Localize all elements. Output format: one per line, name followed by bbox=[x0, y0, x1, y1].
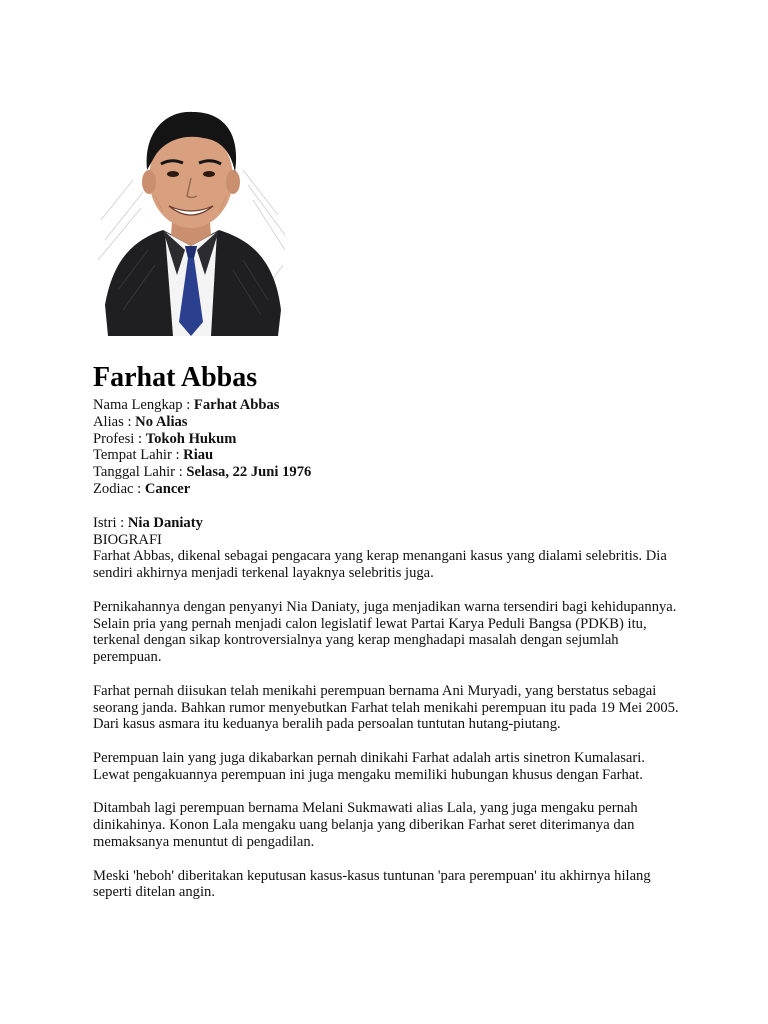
spacer bbox=[93, 498, 683, 515]
biography-section-title: BIOGRAFI bbox=[93, 531, 162, 548]
field-label: Tanggal Lahir : bbox=[93, 464, 187, 481]
field-zodiac bbox=[93, 481, 683, 498]
field-label: Alias : bbox=[93, 413, 136, 430]
biography-paragraph: Farhat pernah diisukan telah menikahi perempuan bernama Ani Muryadi, yang berstatus sebagai seorang janda. Bahkan rumor menyebutkan Farhat telah menikahi perempuan itu pada 19 Mei 2005. Dari kasus asmara itu keduanya beralih pada persoalan tuntutan hutang-piutang. bbox=[93, 682, 679, 733]
biography-paragraph: Ditambah lagi perempuan bernama Melani Sukmawati alias Lala, yang juga mengaku pernah dinikahinya. Konon Lala mengaku uang belanja yang diberikan Farhat seret diterimanya dan memaksanya menuntut di pengadilan. bbox=[93, 800, 638, 850]
biography-paragraph: Meski 'heboh' diberitakan keputusan kasus-kasus tuntunan 'para perempuan' itu akhirnya hilang seperti ditelan angin. bbox=[93, 867, 651, 901]
field-profession bbox=[93, 431, 683, 448]
portrait-illustration bbox=[93, 100, 288, 340]
field-value: Riau bbox=[183, 447, 214, 464]
field-value: No Alias bbox=[135, 413, 188, 430]
field-alias bbox=[93, 414, 683, 431]
biography-paragraph: Farhat Abbas, dikenal sebagai pengacara yang kerap menangani kasus yang dialami selebritis. Dia sendiri akhirnya menjadi terkenal layaknya selebritis juga. bbox=[93, 548, 667, 582]
field-value: Tokoh Hukum bbox=[145, 430, 237, 447]
field-birthdate bbox=[93, 464, 683, 481]
field-value: Cancer bbox=[144, 480, 191, 497]
field-value: Nia Daniaty bbox=[127, 514, 203, 531]
field-label: Istri : bbox=[93, 514, 128, 531]
field-full-name bbox=[93, 397, 683, 414]
field-label: Nama Lengkap : bbox=[93, 397, 194, 413]
field-label: Tempat Lahir : bbox=[93, 447, 184, 464]
biography-paragraph: Perempuan lain yang juga dikabarkan pernah dinikahi Farhat adalah artis sinetron Kumalasari. Lewat pengakuannya perempuan ini juga mengaku memiliki hubungan khusus dengan Farhat. bbox=[93, 749, 645, 783]
field-label: Profesi : bbox=[93, 430, 146, 447]
biography-paragraph: Pernikahannya dengan penyanyi Nia Daniaty, juga menjadikan warna tersendiri bagi kehidupannya. Selain pria yang pernah menjadi calon legislatif lewat Partai Karya Peduli Bangsa (PDKB) itu, terkenal dengan sikap kontroversialnya yang kerap menghadapi masalah dengan sejumlah perempuan. bbox=[93, 598, 677, 666]
field-label: Zodiac : bbox=[93, 480, 145, 497]
field-value: Farhat Abbas bbox=[193, 397, 280, 413]
person-name-heading: Farhat Abbas bbox=[93, 362, 258, 393]
field-value: Selasa, 22 Juni 1976 bbox=[186, 464, 312, 481]
field-birthplace bbox=[93, 447, 683, 464]
field-spouse bbox=[93, 515, 683, 532]
biography-content bbox=[93, 362, 683, 901]
